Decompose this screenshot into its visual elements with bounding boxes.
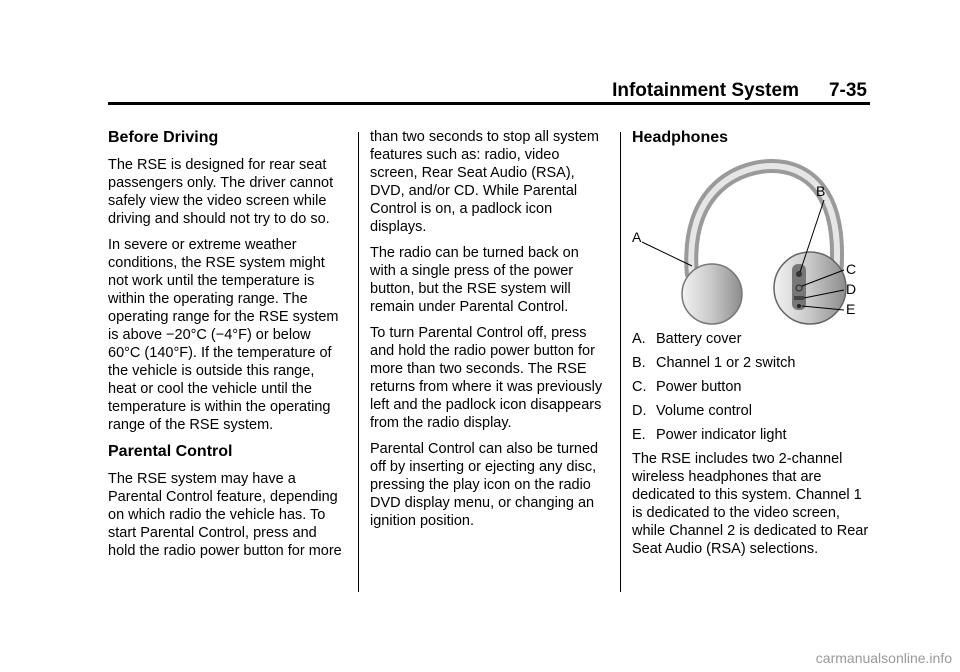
channel-switch-icon — [796, 271, 802, 277]
heading-parental-control: Parental Control — [108, 443, 233, 460]
heading-headphones: Headphones — [632, 129, 729, 146]
legend-item: A. Battery cover — [632, 331, 742, 347]
headphones-illustration — [632, 156, 872, 326]
watermark: carmanualsonline.info — [815, 650, 952, 666]
label-b: B — [816, 183, 826, 199]
legend-item: E. Power indicator light — [632, 427, 787, 443]
paragraph: The RSE includes two 2-channel wireless headphones that are dedicated to this system. Channel 1 is dedicated to the video screen, while Channel 2 is dedicated to Rear Seat Audio (RSA) selections. — [632, 451, 869, 557]
paragraph: The RSE is designed for rear seat passengers only. The driver cannot safely view the video screen while driving and should not try to do so. — [108, 157, 334, 227]
page-header — [0, 80, 867, 102]
label-a: A — [632, 229, 642, 245]
heading-before-driving: Before Driving — [108, 129, 219, 146]
column-3 — [632, 124, 872, 566]
volume-control-icon — [794, 296, 804, 300]
label-e: E — [846, 301, 856, 317]
column-2 — [370, 128, 608, 538]
right-ear-cup — [774, 252, 846, 324]
legend-item: D. Volume control — [632, 403, 752, 419]
legend-item: B. Channel 1 or 2 switch — [632, 355, 796, 371]
label-c: C — [846, 261, 857, 277]
paragraph: The RSE system may have a Parental Control feature, depending on which radio the vehicle has. To start Parental Control, press and hold the radio power button for more — [108, 471, 342, 559]
column-divider-2 — [620, 132, 621, 592]
paragraph: than two seconds to stop all system features such as: radio, video screen, Rear Seat Audio (RSA), DVD, and/or CD. While Parental Control is on, a padlock icon displays. — [370, 129, 599, 235]
section-title: Infotainment System — [612, 80, 799, 101]
label-d: D — [846, 281, 857, 297]
page-number: 7-35 — [828, 80, 867, 101]
legend-item: C. Power button — [632, 379, 742, 395]
header-rule — [108, 102, 870, 105]
paragraph: In severe or extreme weather conditions, the RSE system might not work until the temperature is within the operating range. The operating range for the RSE system is above −20°C (−4°F) or below 60°C (140°F). If the temperature of the vehicle is outside this range, heat or cool the vehicle until the temperature is within the operating range of the RSE system. — [108, 237, 339, 433]
paragraph: Parental Control can also be turned off by inserting or ejecting any disc, pressing the play icon on the radio DVD display menu, or changing an ignition position. — [370, 441, 599, 529]
column-divider-1 — [358, 132, 359, 592]
indicator-light-icon — [797, 304, 801, 308]
control-panel — [792, 264, 806, 310]
paragraph: To turn Parental Control off, press and hold the radio power button for more than two seconds. The RSE returns from where it was previously left and the padlock icon disappears from the radio display. — [370, 325, 603, 431]
figure-legend — [632, 330, 872, 444]
column-1 — [108, 124, 346, 568]
left-ear-cup — [682, 264, 742, 324]
paragraph: The radio can be turned back on with a single press of the power button, but the RSE system will remain under Parental Control. — [370, 245, 579, 315]
